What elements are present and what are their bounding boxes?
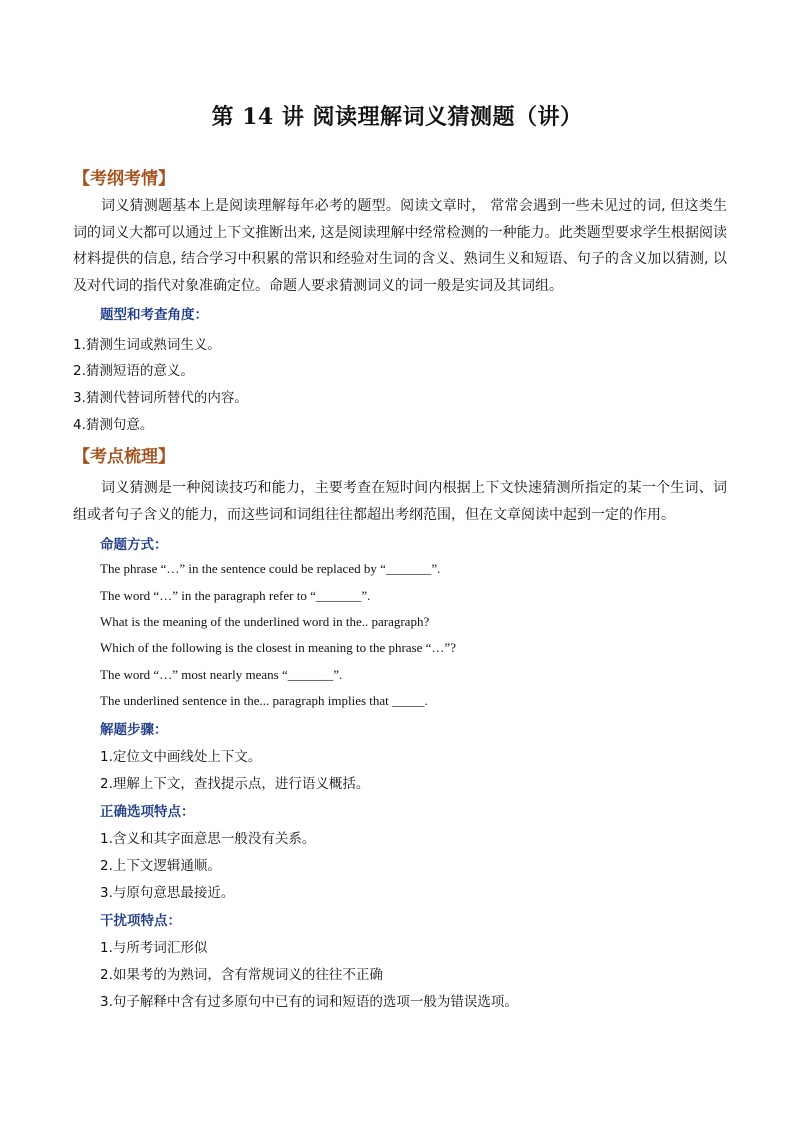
question-form: Which of the following is the closest in meaning to the phrase “…”? [100, 640, 456, 655]
section-heading-key-points: 【考点梳理】 [73, 447, 175, 467]
list-item: 1.猜测生词或熟词生义。 [73, 337, 221, 353]
distractor-heading: 干扰项特点： [100, 913, 181, 929]
intro-paragraph: 词义猜测题基本上是阅读理解每年必考的题型。阅读文章时， 常常会遇到一些未见过的词, 但这类生词的词义大都可以通过上下文推断出来, 这是阅读理解中经常检测的一种能力。此类题型要求学生根据阅读材料提供的信息, 结合学习中积累的常识和经验对生词的含义、熟词生义和短语、句子的含义加以猜测, 以及对代词的指代对象准确定位。命题人要求猜测词义的词一般是实词及其词组。 [73, 198, 727, 294]
question-form: The underlined sentence in the... paragraph implies that _____. [100, 693, 428, 708]
key-points-paragraph: 词义猜测是一种阅读技巧和能力，主要考查在短时间内根据上下文快速猜测所指定的某一个生词、词组或者句子含义的能力，而这些词和词组往往都超出考纲范围，但在文章阅读中起到一定的作用。 [73, 480, 727, 523]
correct-option-heading: 正确选项特点： [100, 804, 195, 820]
question-types-heading: 题型和考查角度： [100, 307, 208, 323]
list-item: 2.如果考的为熟词，含有常规词义的往往不正确 [100, 967, 383, 983]
list-item: 3.与原句意思最接近。 [100, 885, 235, 901]
page-title: 第 14 讲 阅读理解词义猜测题（讲） [211, 104, 583, 130]
question-form: The phrase “…” in the sentence could be replaced by “_______”. [100, 561, 441, 576]
section-heading-exam-outline: 【考纲考情】 [73, 169, 175, 189]
list-item: 2.上下文逻辑通顺。 [100, 858, 221, 874]
question-forms-heading: 命题方式： [100, 537, 168, 553]
list-item: 2.猜测短语的意义。 [73, 363, 194, 379]
solving-steps-heading: 解题步骤： [100, 722, 168, 738]
list-item: 3.猜测代替词所替代的内容。 [73, 390, 248, 406]
list-item: 1.与所考词汇形似 [100, 940, 208, 956]
question-form: What is the meaning of the underlined word in the.. paragraph? [100, 614, 430, 629]
list-item: 1.含义和其字面意思一般没有关系。 [100, 831, 316, 847]
list-item: 3.句子解释中含有过多原句中已有的词和短语的选项一般为错误选项。 [100, 994, 518, 1010]
question-form: The word “…” most nearly means “_______”. [100, 667, 343, 682]
list-item: 4.猜测句意。 [73, 417, 154, 433]
list-item: 2.理解上下文，查找提示点，进行语义概括。 [100, 776, 370, 792]
list-item: 1.定位文中画线处上下文。 [100, 749, 262, 765]
question-form: The word “…” in the paragraph refer to “_______”. [100, 588, 371, 603]
